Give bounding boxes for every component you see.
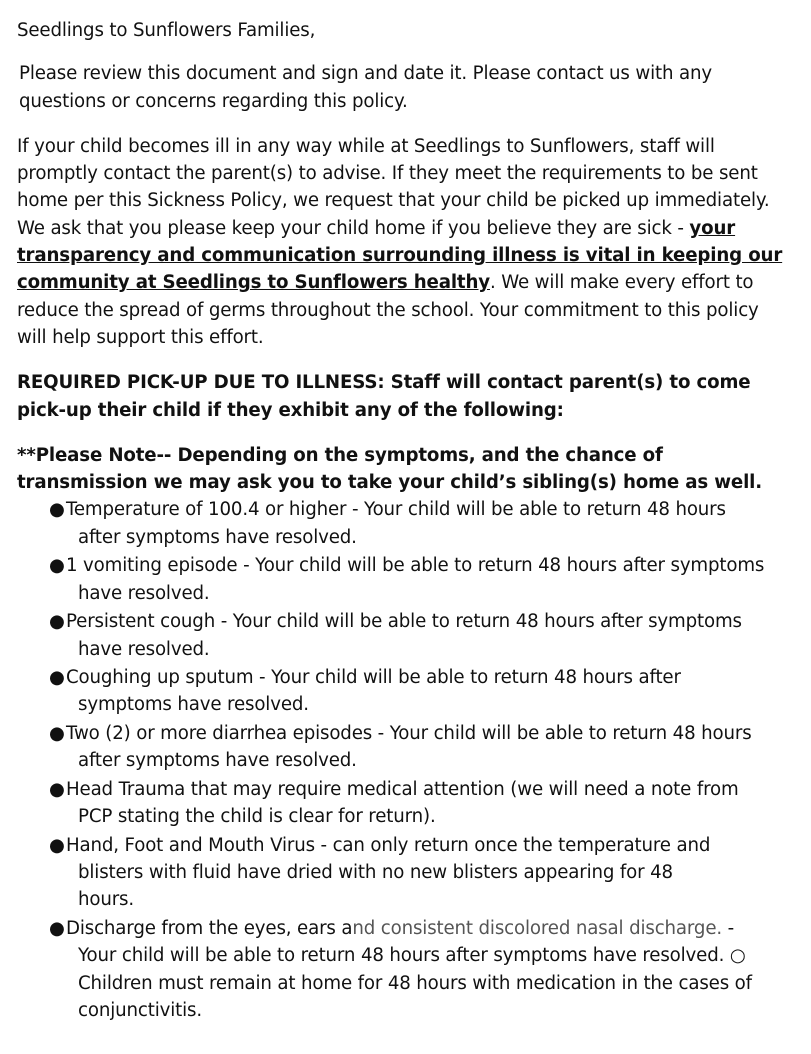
list-item-continuation: after symptoms have resolved. [78, 526, 357, 548]
list-item-text: Temperature of 100.4 or higher - Your child will be able to return 48 hours [66, 499, 726, 521]
list-item-continuation: Your child will be able to return 48 hours after symptoms have resolved. ○ [78, 945, 746, 967]
bullet-icon: ● [49, 667, 65, 689]
list-item-text: Persistent cough - Your child will be able to return 48 hours after symptoms [66, 611, 742, 633]
policy-emphasis: your transparency and communication surrounding illness is vital in keeping our community at Seedlings to Sunflowers healthy [17, 217, 783, 294]
list-item-continuation: after symptoms have resolved. [78, 750, 357, 772]
list-item-text: 1 vomiting episode - Your child will be able to return 48 hours after symptoms [66, 555, 765, 577]
list-item-text: Two (2) or more diarrhea episodes - Your child will be able to return 48 hours [66, 723, 752, 745]
list-item-text: Hand, Foot and Mouth Virus - can only return once the temperature and [66, 834, 711, 856]
list-item-text-dash: - [722, 917, 735, 939]
required-pickup-heading: REQUIRED PICK-UP DUE TO ILLNESS: Staff will contact parent(s) to come pick-up their child if they exhibit any of the following: [17, 372, 751, 421]
bullet-icon: ● [49, 778, 65, 800]
greeting: Seedlings to Sunflowers Families, [17, 20, 316, 41]
list-item [47, 776, 790, 831]
list-item-text: Coughing up sputum - Your child will be able to return 48 hours after [66, 667, 681, 689]
review-instructions: Please review this document and sign and date it. Please contact us with any questions or concerns regarding this policy. [19, 63, 712, 112]
list-item-text: Discharge from the eyes, ears a [66, 917, 353, 939]
list-item-continuation: conjunctivitis. [78, 999, 202, 1021]
list-item [47, 720, 790, 775]
list-item-continuation: symptoms have resolved. [78, 694, 309, 716]
bullet-icon: ● [49, 499, 65, 521]
policy-text-after: . We will make every effort to reduce the spread of germs throughout the school. Your commitment to this policy will help support this effort. [17, 272, 759, 348]
bullet-icon: ● [49, 723, 65, 745]
bullet-icon: ● [49, 611, 65, 633]
list-item-continuation: have resolved. [78, 638, 210, 660]
list-item-continuation: PCP stating the child is clear for return). [78, 806, 436, 828]
list-item [47, 552, 790, 607]
list-item [47, 608, 790, 663]
bullet-icon: ● [49, 917, 65, 939]
policy-text-before: If your child becomes ill in any way while at Seedlings to Sunflowers, staff will promptly contact the parent(s) to advise. If they meet the requirements to be sent home per this Sickness Policy, we request that your child be picked up immediately. We ask that you please keep your child home if you believe they are sick - [17, 135, 770, 239]
list-item-continuation: blisters with fluid have dried with no new blisters appearing for 48 [78, 862, 673, 884]
list-item [47, 664, 790, 719]
sibling-note: **Please Note-- Depending on the symptoms, and the chance of transmission we may ask you to take your child’s sibling(s) home as well. [17, 444, 763, 494]
list-item [47, 496, 790, 551]
list-item-continuation: Children must remain at home for 48 hours with medication in the cases of [78, 972, 752, 994]
bullet-icon: ● [49, 834, 65, 856]
list-item [47, 832, 790, 914]
list-item-text-gray: nd consistent discolored nasal discharge. [352, 917, 723, 939]
bullet-icon: ● [49, 555, 65, 577]
list-item-text: Head Trauma that may require medical attention (we will need a note from [66, 778, 739, 800]
list-item-continuation: hours. [78, 889, 135, 911]
list-item [47, 915, 790, 1024]
policy-paragraph [17, 133, 790, 351]
list-item-continuation: have resolved. [78, 582, 210, 604]
symptom-list [17, 496, 790, 1024]
